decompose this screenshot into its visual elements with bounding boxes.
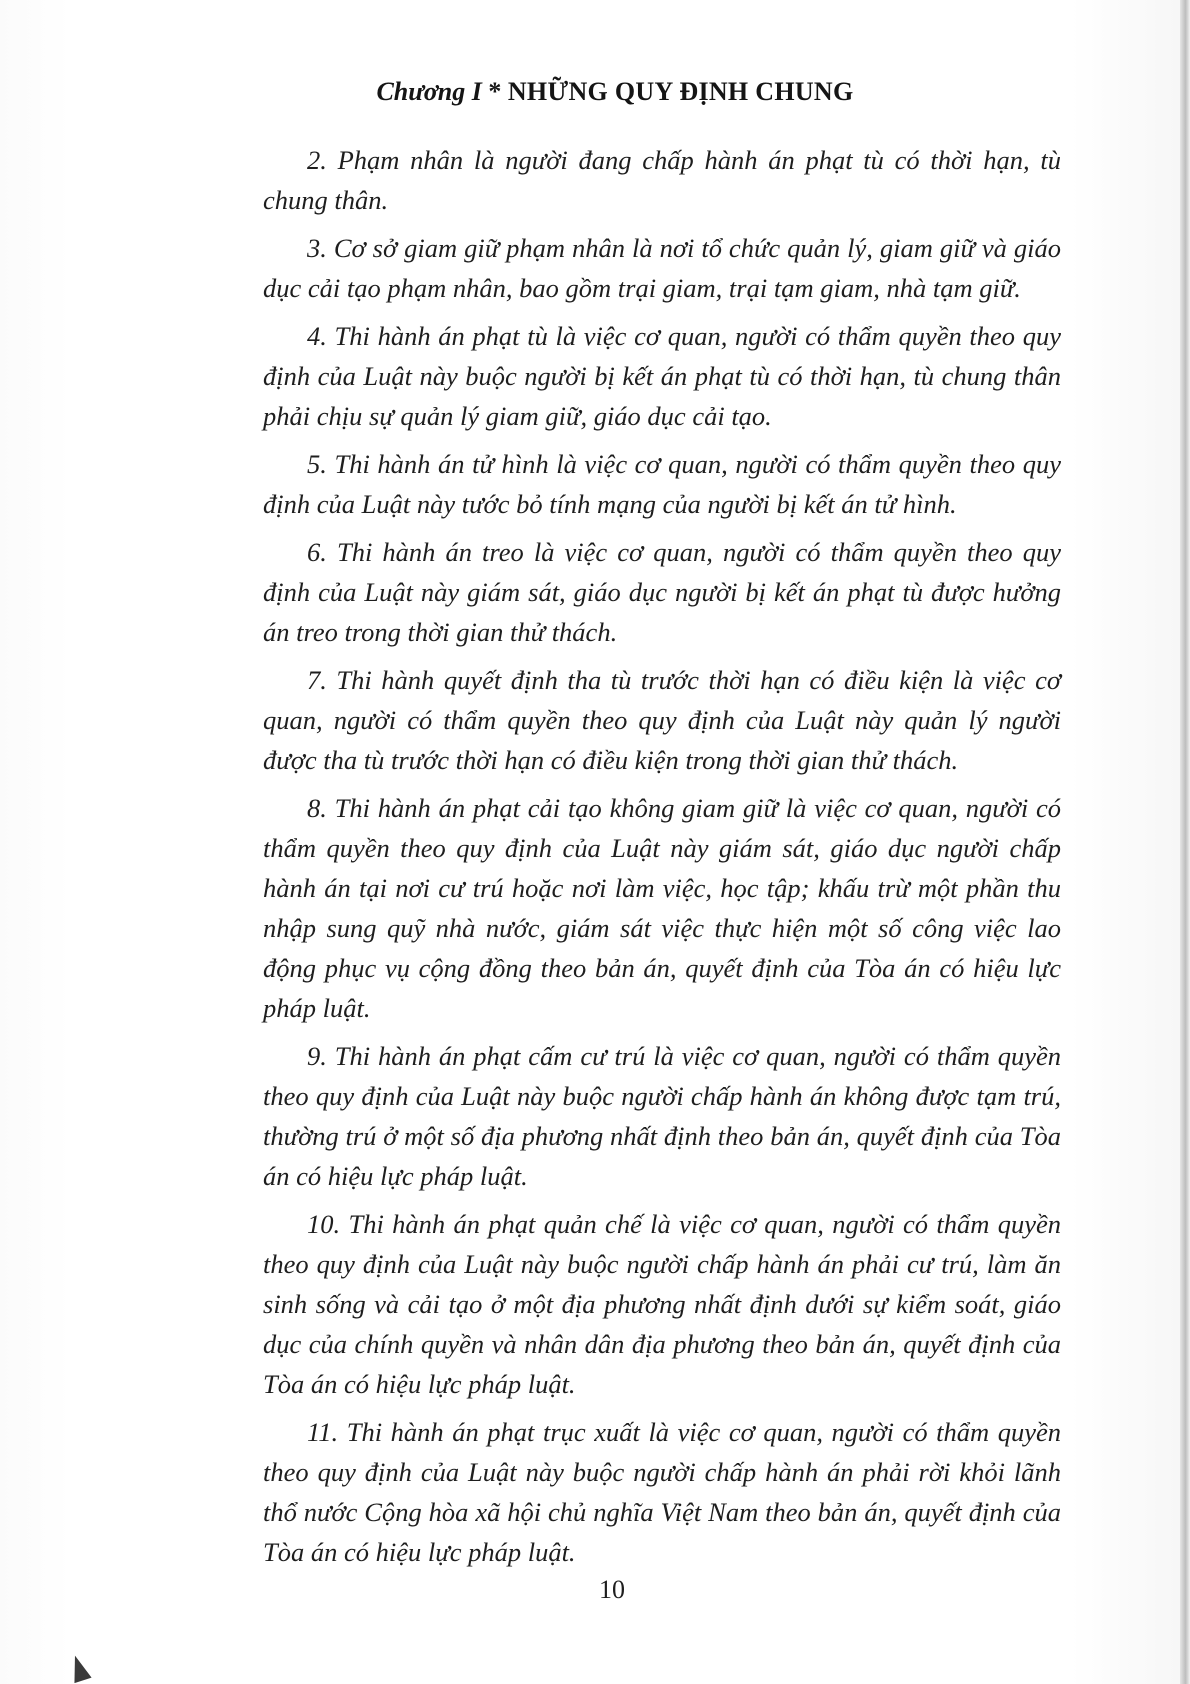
clause-7: 7. Thi hành quyết định tha tù trước thời hạn có điều kiện là việc cơ quan, người có thẩm quyền theo quy định của Luật này quản lý người được tha tù trước thời hạn có điều kiện trong thời gian thử thách. — [263, 665, 1061, 775]
clause-4: 4. Thi hành án phạt tù là việc cơ quan, người có thẩm quyền theo quy định của Luật này buộc người bị kết án phạt tù có thời hạn, tù chung thân phải chịu sự quản lý giam giữ, giáo dục cải tạo. — [263, 321, 1061, 431]
chapter-label: Chương I — [376, 77, 482, 106]
running-header — [0, 72, 1190, 112]
clause-11: 11. Thi hành án phạt trục xuất là việc cơ quan, người có thẩm quyền theo quy định của Luật này buộc người chấp hành án phải rời khỏi lãnh thổ nước Cộng hòa xã hội chủ nghĩa Việt Nam theo bản án, quyết định của Tòa án có hiệu lực pháp luật. — [263, 1417, 1061, 1567]
clause-6: 6. Thi hành án treo là việc cơ quan, người có thẩm quyền theo quy định của Luật này giám sát, giáo dục người bị kết án phạt tù được hưởng án treo trong thời gian thử thách. — [263, 537, 1061, 647]
scan-corner-mark — [66, 1653, 91, 1683]
header-separator: * — [488, 77, 502, 106]
clause-2: 2. Phạm nhân là người đang chấp hành án phạt tù có thời hạn, tù chung thân. — [263, 145, 1061, 215]
clause-3: 3. Cơ sở giam giữ phạm nhân là nơi tổ chức quản lý, giam giữ và giáo dục cải tạo phạm nhân, bao gồm trại giam, trại tạm giam, nhà tạm giữ. — [263, 233, 1061, 303]
clause-5: 5. Thi hành án tử hình là việc cơ quan, người có thẩm quyền theo quy định của Luật này tước bỏ tính mạng của người bị kết án tử hình. — [263, 449, 1061, 519]
page-number: 10 — [599, 1575, 625, 1604]
clause-8: 8. Thi hành án phạt cải tạo không giam giữ là việc cơ quan, người có thẩm quyền theo quy định của Luật này giám sát, giáo dục người chấp hành án tại nơi cư trú hoặc nơi làm việc, học tập; khấu trừ một phần thu nhập sung quỹ nhà nước, giám sát việc thực hiện một số công việc lao động phục vụ cộng đồng theo bản án, quyết định của Tòa án có hiệu lực pháp luật. — [263, 793, 1061, 1023]
article-body — [263, 140, 1061, 1580]
section-title: NHỮNG QUY ĐỊNH CHUNG — [507, 77, 854, 106]
clause-10: 10. Thi hành án phạt quản chế là việc cơ quan, người có thẩm quyền theo quy định của Luật này buộc người chấp hành án phải cư trú, làm ăn sinh sống và cải tạo ở một địa phương nhất định dưới sự kiểm soát, giáo dục của chính quyền và nhân dân địa phương theo bản án, quyết định của Tòa án có hiệu lực pháp luật. — [263, 1209, 1061, 1399]
page-binding-edge — [1180, 0, 1190, 1684]
clause-9: 9. Thi hành án phạt cấm cư trú là việc cơ quan, người có thẩm quyền theo quy định của Luật này buộc người chấp hành án không được tạm trú, thường trú ở một số địa phương nhất định theo bản án, quyết định của Tòa án có hiệu lực pháp luật. — [263, 1041, 1061, 1191]
